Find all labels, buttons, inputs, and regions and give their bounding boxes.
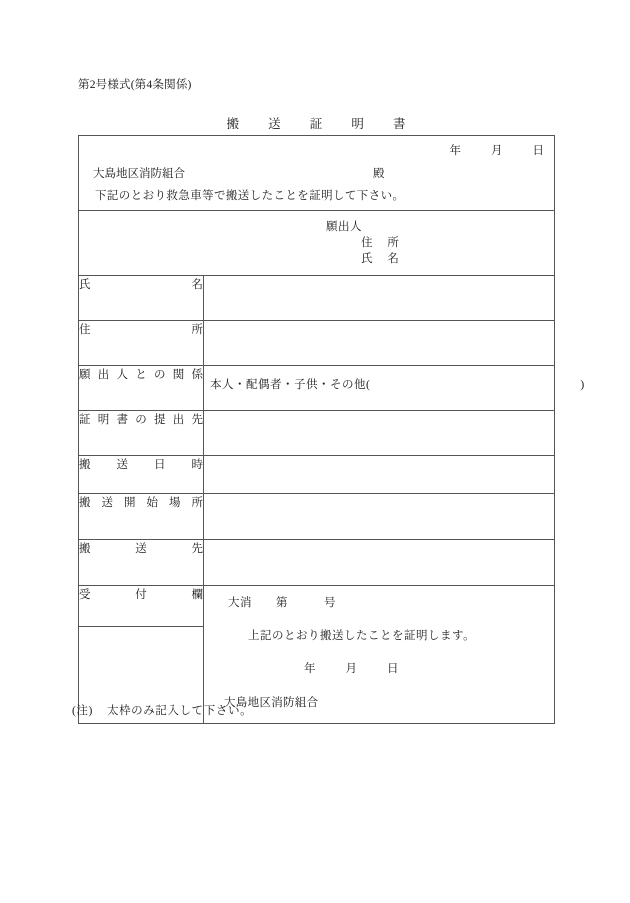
receipt-block [204, 586, 554, 723]
row-label-receipt: 受 付 欄 [79, 586, 204, 627]
row-value-submission-target[interactable] [204, 411, 555, 456]
applicant-address-label: 住 所 [361, 237, 405, 249]
footnote-mark: (注) [72, 705, 93, 717]
addressee-org: 大島地区消防組合 [93, 168, 185, 180]
addressee-line [79, 158, 554, 181]
transport-certificate-table [78, 135, 585, 724]
relationship-options[interactable] [204, 366, 585, 392]
applicant-block-cell [79, 211, 555, 276]
table-row-relationship [79, 366, 555, 411]
row-label-transport-origin: 搬送開始場所 [79, 494, 204, 540]
relationship-options-text: 本人・配偶者・子供・その他( [210, 379, 371, 391]
row-label-transport-datetime: 搬 送 日 時 [79, 456, 204, 494]
row-label-transport-destination: 搬 送 先 [79, 540, 204, 586]
receipt-date-line [204, 664, 554, 676]
applicant-block [79, 211, 554, 275]
receipt-statement: 上記のとおり搬送したことを証明します。 [248, 629, 476, 642]
request-statement: 下記のとおり救急車等で搬送したことを証明して下さい。 [95, 190, 405, 202]
table-row-transport-datetime [79, 456, 555, 494]
document-title: 搬 送 証 明 書 [226, 117, 419, 131]
row-label-patient-name: 氏 名 [79, 276, 204, 321]
receipt-issuing-org: 大島地区消防組合 [224, 696, 319, 709]
date-year-label: 年 [449, 145, 461, 157]
row-value-patient-address[interactable] [204, 321, 555, 366]
row-label-patient-address: 住 所 [79, 321, 204, 366]
header-block-cell [79, 136, 555, 211]
table-row-patient-address [79, 321, 555, 366]
table-row-transport-origin [79, 494, 555, 540]
date-month-label: 月 [491, 145, 503, 157]
row-label-submission-target: 証明書の提出先 [79, 411, 204, 456]
footnote-text: 太枠のみ記入して下さい。 [106, 705, 253, 717]
table-row-receipt-label [79, 586, 555, 627]
applicant-heading: 願出人 [326, 221, 362, 233]
row-value-patient-name[interactable] [204, 276, 555, 321]
row-value-transport-destination [204, 540, 555, 586]
receipt-date-month-label: 月 [345, 663, 357, 675]
issue-date-line [79, 136, 554, 158]
receipt-date-year-label: 年 [304, 663, 316, 675]
footnote [72, 702, 252, 718]
relationship-other-paren-close: ) [580, 379, 585, 391]
row-value-receipt [204, 586, 555, 724]
row-value-relationship[interactable] [204, 366, 585, 411]
table-row-applicant-block [79, 211, 555, 276]
receipt-number-line: 大消 第 号 [228, 597, 336, 609]
form-number: 第2号様式(第4条関係) [78, 79, 192, 91]
addressee-honorific: 殿 [373, 168, 385, 180]
row-label-relationship: 願出人との関係 [79, 366, 204, 411]
table-row-header-block [79, 136, 555, 211]
table-row-submission-target [79, 411, 555, 456]
receipt-date-day-label: 日 [387, 663, 399, 675]
date-day-label: 日 [532, 145, 544, 157]
row-value-transport-origin [204, 494, 555, 540]
row-value-transport-datetime [204, 456, 555, 494]
applicant-name-label: 氏 名 [361, 253, 405, 265]
table-row-patient-name [79, 276, 555, 321]
table-row-transport-destination [79, 540, 555, 586]
